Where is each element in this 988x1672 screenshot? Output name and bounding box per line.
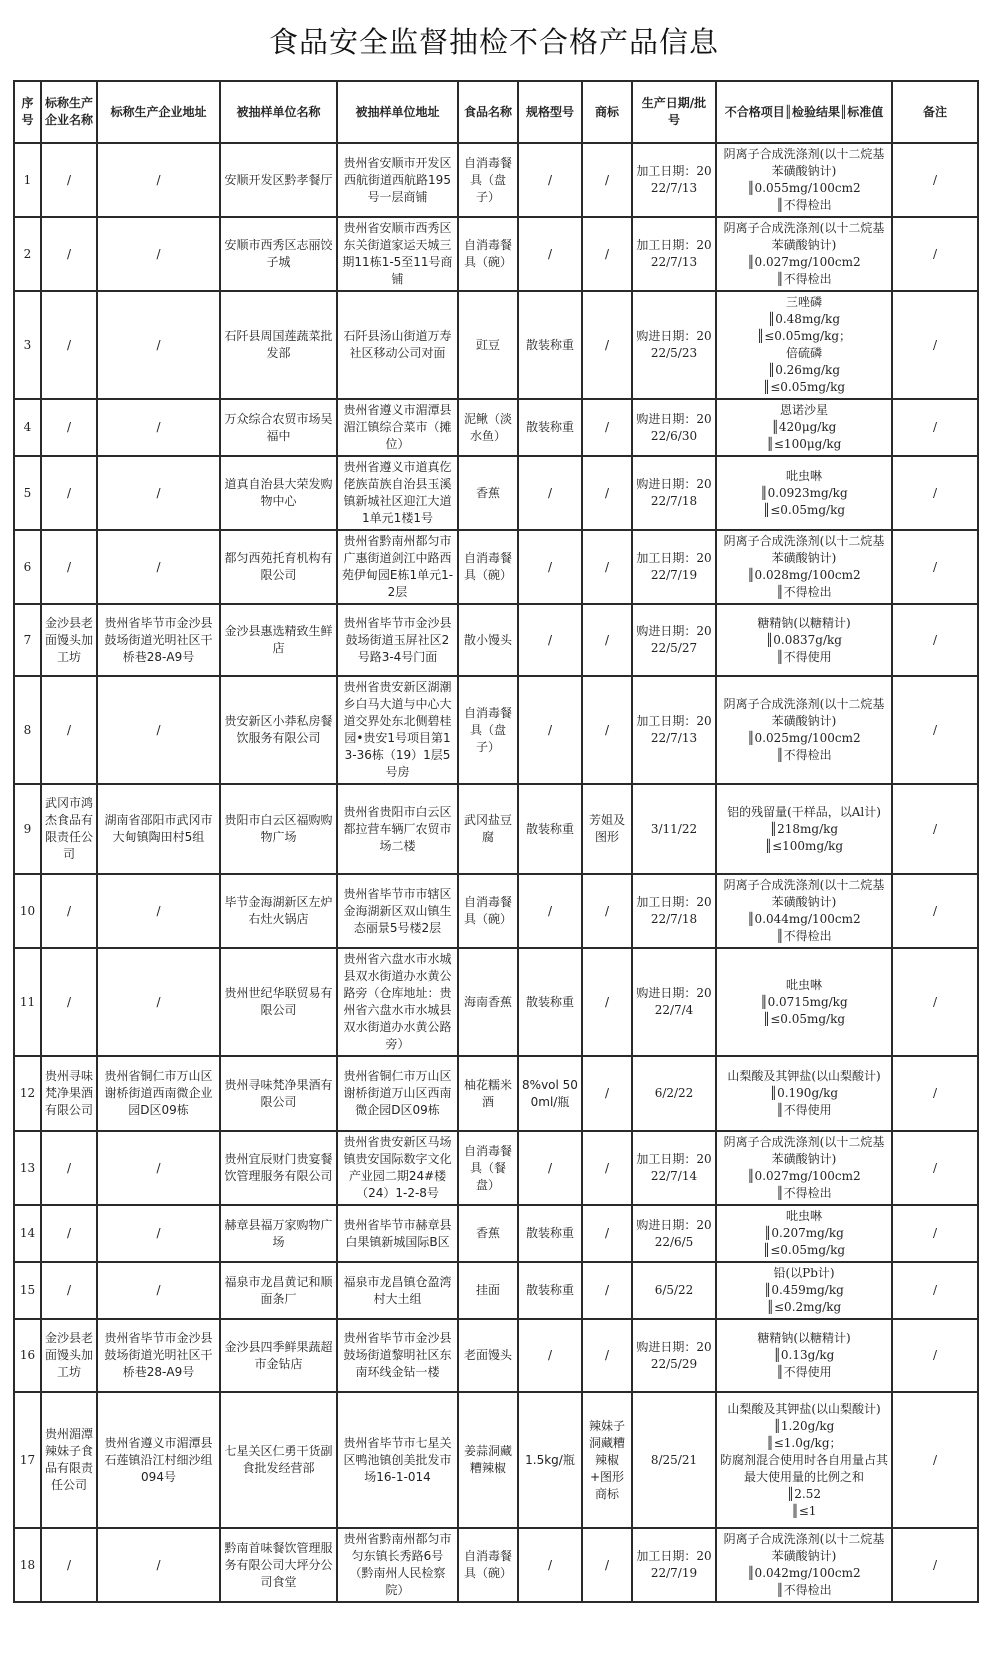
test-result: [716, 604, 892, 676]
table-row: [14, 399, 978, 456]
result-line: ║0.0923mg/kg: [760, 485, 848, 500]
manufacturer-name: 贵州寻味梵净果酒有限公司: [41, 1056, 97, 1131]
specification: 散装称重: [518, 948, 582, 1056]
manufacturer-address: /: [97, 676, 220, 784]
remark: /: [892, 1131, 978, 1205]
sampled-unit-address: 贵州省铜仁市万山区谢桥街道万山区西南微企园D区09栋: [337, 1056, 458, 1131]
table-row: [14, 1392, 978, 1528]
result-line: ║1.20g/kg: [773, 1418, 835, 1433]
result-line: ║不得使用: [776, 649, 832, 664]
result-line: 防腐剂混合使用时各自用量占其最大使用量的比例之和: [720, 1452, 889, 1484]
column-header: 序号: [14, 81, 41, 143]
manufacturer-name: 金沙县老面馒头加工坊: [41, 1319, 97, 1392]
manufacturer-address: /: [97, 874, 220, 948]
table-row: [14, 143, 978, 217]
sampled-unit-address: 贵州省黔南州都匀市匀东镇长秀路6号（黔南州人民检察院）: [337, 1528, 458, 1602]
remark: /: [892, 784, 978, 874]
sampled-unit-name: 石阡县周国莲蔬菜批发部: [220, 291, 337, 399]
sampled-unit-name: 贵阳市白云区福购购物广场: [220, 784, 337, 874]
food-name: 香蕉: [458, 1205, 518, 1262]
result-line: ║0.26mg/kg: [768, 363, 840, 377]
brand: /: [582, 399, 632, 456]
sampled-unit-address: 贵州省遵义市道真仡佬族苗族自治县玉溪镇新城社区迎江大道1单元1楼1号: [337, 456, 458, 530]
row-number: 9: [14, 784, 41, 874]
test-result: [716, 1319, 892, 1392]
brand: /: [582, 874, 632, 948]
column-header: 被抽样单位名称: [220, 81, 337, 143]
specification: /: [518, 1528, 582, 1602]
remark: /: [892, 1205, 978, 1262]
manufacturer-address: 贵州省毕节市金沙县鼓场街道光明社区干桥巷28-A9号: [97, 1319, 220, 1392]
production-date: 加工日期：2022/7/13: [632, 143, 716, 217]
manufacturer-address: /: [97, 143, 220, 217]
production-date: 加工日期：2022/7/13: [632, 676, 716, 784]
table-row: [14, 604, 978, 676]
production-date: 购进日期：2022/5/23: [632, 291, 716, 399]
sampled-unit-name: 七星关区仁勇干货副食批发经营部: [220, 1392, 337, 1528]
test-result: [716, 1205, 892, 1262]
manufacturer-name: /: [41, 217, 97, 291]
row-number: 10: [14, 874, 41, 948]
sampled-unit-address: 贵州省毕节市金沙县鼓场街道黎明社区东南环线金钻一楼: [337, 1319, 458, 1392]
manufacturer-name: /: [41, 1262, 97, 1319]
result-line: 铝的残留量(干样品，以Al计): [727, 804, 881, 819]
row-number: 6: [14, 530, 41, 604]
result-line: ║不得检出: [776, 1186, 832, 1200]
result-line: ║0.207mg/kg: [764, 1226, 844, 1240]
result-line: 糖精钠(以糖精计): [757, 1331, 851, 1345]
remark: /: [892, 1262, 978, 1319]
production-date: 加工日期：2022/7/19: [632, 530, 716, 604]
food-name: 自消毒餐具（盘子）: [458, 676, 518, 784]
brand: 辣妹子洞藏糟辣椒+图形商标: [582, 1392, 632, 1528]
manufacturer-name: /: [41, 874, 97, 948]
brand: /: [582, 604, 632, 676]
column-header: 被抽样单位地址: [337, 81, 458, 143]
column-header: 不合格项目║检验结果║标准值: [716, 81, 892, 143]
specification: /: [518, 874, 582, 948]
sampled-unit-name: 贵州宜辰财门贵宴餐饮管理服务有限公司: [220, 1131, 337, 1205]
remark: /: [892, 1056, 978, 1131]
brand: /: [582, 1528, 632, 1602]
manufacturer-address: /: [97, 1131, 220, 1205]
unqualified-products-table: [13, 80, 979, 1603]
specification: /: [518, 456, 582, 530]
result-line: 吡虫啉: [785, 977, 822, 992]
row-number: 8: [14, 676, 41, 784]
table-row: [14, 530, 978, 604]
page-title: 食品安全监督抽检不合格产品信息: [268, 24, 719, 59]
sampled-unit-name: 赫章县福万家购物广场: [220, 1205, 337, 1262]
specification: 散装称重: [518, 399, 582, 456]
column-header: 备注: [892, 81, 978, 143]
sampled-unit-address: 贵州省六盘水市水城县双水街道办水黄公路旁（仓库地址：贵州省六盘水市水城县双水街道办水黄公路旁）: [337, 948, 458, 1056]
test-result: [716, 530, 892, 604]
brand: 芳姐及图形: [582, 784, 632, 874]
result-line: ║0.025mg/100cm2: [747, 731, 861, 745]
remark: /: [892, 530, 978, 604]
table-row: [14, 1056, 978, 1131]
manufacturer-name: /: [41, 291, 97, 399]
brand: /: [582, 948, 632, 1056]
production-date: 加工日期：2022/7/19: [632, 1528, 716, 1602]
test-result: [716, 291, 892, 399]
specification: /: [518, 1319, 582, 1392]
result-line: 阴离子合成洗涤剂(以十二烷基苯磺酸钠计): [723, 534, 885, 565]
table-row: [14, 217, 978, 291]
result-line: 吡虫啉: [785, 1209, 822, 1223]
result-line: 阴离子合成洗涤剂(以十二烷基苯磺酸钠计): [723, 147, 885, 178]
manufacturer-address: /: [97, 217, 220, 291]
result-line: ║≤1.0g/kg；: [766, 1435, 842, 1450]
brand: /: [582, 291, 632, 399]
result-line: 吡虫啉: [785, 468, 822, 483]
row-number: 3: [14, 291, 41, 399]
manufacturer-address: /: [97, 530, 220, 604]
table-row: [14, 1205, 978, 1262]
row-number: 11: [14, 948, 41, 1056]
table-body: [14, 143, 978, 1602]
test-result: [716, 456, 892, 530]
manufacturer-address: /: [97, 456, 220, 530]
sampled-unit-name: 金沙县四季鲜果蔬超市金钻店: [220, 1319, 337, 1392]
column-header: 标称生产企业地址: [97, 81, 220, 143]
sampled-unit-name: 贵州世纪华联贸易有限公司: [220, 948, 337, 1056]
remark: /: [892, 1392, 978, 1528]
manufacturer-name: /: [41, 456, 97, 530]
result-line: ║0.027mg/100cm2: [747, 1169, 861, 1183]
test-result: [716, 399, 892, 456]
row-number: 12: [14, 1056, 41, 1131]
sampled-unit-address: 贵州省安顺市开发区西航街道西航路195号一层商铺: [337, 143, 458, 217]
brand: /: [582, 143, 632, 217]
result-line: ║不得检出: [776, 585, 832, 599]
test-result: [716, 874, 892, 948]
manufacturer-address: /: [97, 291, 220, 399]
result-line: ║420μg/kg: [771, 420, 837, 434]
result-line: 山梨酸及其钾盐(以山梨酸计): [727, 1401, 881, 1416]
manufacturer-name: /: [41, 1205, 97, 1262]
food-name: 柚花糯米酒: [458, 1056, 518, 1131]
table-row: [14, 1262, 978, 1319]
result-line: 阴离子合成洗涤剂(以十二烷基苯磺酸钠计): [723, 1135, 885, 1166]
test-result: [716, 1392, 892, 1528]
brand: /: [582, 1056, 632, 1131]
column-header: 生产日期/批号: [632, 81, 716, 143]
remark: /: [892, 399, 978, 456]
sampled-unit-address: 贵州省毕节市市辖区金海湖新区双山镇生态丽景5号楼2层: [337, 874, 458, 948]
result-line: 山梨酸及其钾盐(以山梨酸计): [727, 1069, 881, 1083]
food-name: 自消毒餐具（餐盘）: [458, 1131, 518, 1205]
row-number: 7: [14, 604, 41, 676]
food-name: 自消毒餐具（碗）: [458, 217, 518, 291]
food-name: 自消毒餐具（盘子）: [458, 143, 518, 217]
manufacturer-address: 贵州省毕节市金沙县鼓场街道光明社区干桥巷28-A9号: [97, 604, 220, 676]
result-line: ║不得检出: [776, 929, 832, 943]
food-name: 姜蒜洞藏糟辣椒: [458, 1392, 518, 1528]
test-result: [716, 217, 892, 291]
column-header: 标称生产企业名称: [41, 81, 97, 143]
food-name: 自消毒餐具（碗）: [458, 1528, 518, 1602]
sampled-unit-address: 石阡县汤山街道万寿社区移动公司对面: [337, 291, 458, 399]
result-line: ║≤1: [791, 1503, 817, 1518]
result-line: ║0.48mg/kg: [768, 312, 840, 326]
sampled-unit-address: 贵州省贵阳市白云区都拉营车辆厂农贸市场二楼: [337, 784, 458, 874]
sampled-unit-address: 贵州省毕节市金沙县鼓场街道玉屏社区2号路3-4号门面: [337, 604, 458, 676]
result-line: 倍硫磷: [785, 346, 822, 360]
result-line: ║0.042mg/100cm2: [747, 1566, 861, 1580]
remark: /: [892, 676, 978, 784]
specification: /: [518, 143, 582, 217]
manufacturer-name: /: [41, 1131, 97, 1205]
row-number: 17: [14, 1392, 41, 1528]
specification: /: [518, 217, 582, 291]
manufacturer-name: 武冈市鸿杰食品有限责任公司: [41, 784, 97, 874]
result-line: 阴离子合成洗涤剂(以十二烷基苯磺酸钠计): [723, 1532, 885, 1563]
column-header: 食品名称: [458, 81, 518, 143]
result-line: ║0.190g/kg: [769, 1086, 839, 1100]
specification: /: [518, 1131, 582, 1205]
sampled-unit-address: 贵州省安顺市西秀区东关街道家运天城三期11栋1-5至11号商铺: [337, 217, 458, 291]
manufacturer-address: 贵州省铜仁市万山区谢桥街道西南微企业园D区09栋: [97, 1056, 220, 1131]
result-line: ║0.0837g/kg: [766, 632, 842, 647]
food-name: 自消毒餐具（碗）: [458, 530, 518, 604]
row-number: 18: [14, 1528, 41, 1602]
specification: 散装称重: [518, 784, 582, 874]
brand: /: [582, 1262, 632, 1319]
table-row: [14, 1131, 978, 1205]
sampled-unit-name: 贵州寻味梵净果酒有限公司: [220, 1056, 337, 1131]
table-row: [14, 456, 978, 530]
sampled-unit-name: 金沙县惠选精致生鲜店: [220, 604, 337, 676]
remark: /: [892, 1528, 978, 1602]
manufacturer-name: 贵州湄潭辣妹子食品有限责任公司: [41, 1392, 97, 1528]
food-name: 挂面: [458, 1262, 518, 1319]
manufacturer-name: /: [41, 530, 97, 604]
remark: /: [892, 217, 978, 291]
sampled-unit-name: 安顺开发区黔孝餐厅: [220, 143, 337, 217]
result-line: ║≤0.05mg/kg；: [756, 329, 852, 343]
production-date: 购进日期：2022/6/5: [632, 1205, 716, 1262]
result-line: ║0.13g/kg: [773, 1348, 835, 1362]
specification: /: [518, 676, 582, 784]
specification: 散装称重: [518, 1262, 582, 1319]
result-line: ║≤0.2mg/kg: [766, 1300, 842, 1314]
production-date: 购进日期：2022/7/18: [632, 456, 716, 530]
remark: /: [892, 143, 978, 217]
result-line: ║≤0.05mg/kg: [762, 1011, 846, 1026]
result-line: ║不得使用: [776, 1365, 832, 1379]
table-row: [14, 784, 978, 874]
manufacturer-address: /: [97, 948, 220, 1056]
production-date: 6/5/22: [632, 1262, 716, 1319]
result-line: ║0.044mg/100cm2: [747, 912, 861, 926]
sampled-unit-name: 福泉市龙昌黄记和顺面条厂: [220, 1262, 337, 1319]
specification: 1.5kg/瓶: [518, 1392, 582, 1528]
food-name: 海南香蕉: [458, 948, 518, 1056]
result-line: ║0.027mg/100cm2: [747, 255, 861, 269]
sampled-unit-name: 毕节金海湖新区左炉右灶火锅店: [220, 874, 337, 948]
production-date: 加工日期：2022/7/14: [632, 1131, 716, 1205]
result-line: 阴离子合成洗涤剂(以十二烷基苯磺酸钠计): [723, 697, 885, 728]
table-row: [14, 948, 978, 1056]
food-name: 香蕉: [458, 456, 518, 530]
manufacturer-address: /: [97, 1205, 220, 1262]
test-result: [716, 948, 892, 1056]
table-row: [14, 874, 978, 948]
remark: /: [892, 604, 978, 676]
sampled-unit-address: 福泉市龙昌镇仓盈湾村大土组: [337, 1262, 458, 1319]
production-date: 6/2/22: [632, 1056, 716, 1131]
table-row: [14, 1528, 978, 1602]
result-line: 阴离子合成洗涤剂(以十二烷基苯磺酸钠计): [723, 878, 885, 909]
remark: /: [892, 291, 978, 399]
column-header: 规格型号: [518, 81, 582, 143]
sampled-unit-name: 贵安新区小莽私房餐饮服务有限公司: [220, 676, 337, 784]
manufacturer-address: /: [97, 399, 220, 456]
test-result: [716, 1528, 892, 1602]
remark: /: [892, 948, 978, 1056]
food-name: 泥鳅（淡水鱼）: [458, 399, 518, 456]
sampled-unit-name: 万众综合农贸市场吴福中: [220, 399, 337, 456]
result-line: ║0.0715mg/kg: [760, 994, 848, 1009]
row-number: 15: [14, 1262, 41, 1319]
header-row: [14, 81, 978, 143]
sampled-unit-address: 贵州省黔南州都匀市广惠街道剑江中路西苑伊甸园E栋1单元1-2层: [337, 530, 458, 604]
sampled-unit-address: 贵州省毕节市赫章县白果镇新城国际B区: [337, 1205, 458, 1262]
manufacturer-name: /: [41, 948, 97, 1056]
brand: /: [582, 676, 632, 784]
manufacturer-name: /: [41, 399, 97, 456]
sampled-unit-address: 贵州省贵安新区湖潮乡白马大道与中心大道交界处东北侧碧桂园•贵安1号项目第13-36栋（19）1层5号房: [337, 676, 458, 784]
result-line: ║2.52: [787, 1486, 821, 1501]
test-result: [716, 143, 892, 217]
sampled-unit-name: 道真自治县大荣发购物中心: [220, 456, 337, 530]
sampled-unit-name: 都匀西苑托育机构有限公司: [220, 530, 337, 604]
production-date: 3/11/22: [632, 784, 716, 874]
sampled-unit-name: 安顺市西秀区志丽饺子城: [220, 217, 337, 291]
manufacturer-name: /: [41, 676, 97, 784]
specification: 散装称重: [518, 291, 582, 399]
brand: /: [582, 1205, 632, 1262]
brand: /: [582, 217, 632, 291]
food-name: 武冈盐豆腐: [458, 784, 518, 874]
manufacturer-address: /: [97, 1262, 220, 1319]
manufacturer-name: /: [41, 1528, 97, 1602]
remark: /: [892, 874, 978, 948]
test-result: [716, 1262, 892, 1319]
result-line: ║≤100μg/kg: [766, 437, 842, 451]
result-line: ║≤100mg/kg: [764, 838, 844, 853]
result-line: ║218mg/kg: [769, 821, 839, 836]
production-date: 购进日期：2022/7/4: [632, 948, 716, 1056]
brand: /: [582, 1319, 632, 1392]
row-number: 5: [14, 456, 41, 530]
test-result: [716, 1131, 892, 1205]
row-number: 16: [14, 1319, 41, 1392]
manufacturer-address: /: [97, 1528, 220, 1602]
test-result: [716, 1056, 892, 1131]
result-line: ║0.055mg/100cm2: [747, 181, 861, 195]
test-result: [716, 676, 892, 784]
production-date: 加工日期：2022/7/18: [632, 874, 716, 948]
food-name: 散小馒头: [458, 604, 518, 676]
food-name: 老面馒头: [458, 1319, 518, 1392]
result-line: 三唑磷: [785, 295, 822, 309]
manufacturer-address: 湖南省邵阳市武冈市大甸镇陶田村5组: [97, 784, 220, 874]
result-line: 糖精钠(以糖精计): [757, 615, 851, 630]
result-line: 恩诺沙星: [779, 403, 828, 417]
result-line: ║0.459mg/kg: [764, 1283, 844, 1297]
table-row: [14, 291, 978, 399]
row-number: 1: [14, 143, 41, 217]
food-name: 豇豆: [458, 291, 518, 399]
remark: /: [892, 1319, 978, 1392]
result-line: ║不得使用: [776, 1103, 832, 1117]
manufacturer-address: 贵州省遵义市湄潭县石莲镇沿江村细沙组094号: [97, 1392, 220, 1528]
result-line: ║≤0.05mg/kg: [762, 380, 846, 394]
row-number: 2: [14, 217, 41, 291]
production-date: 购进日期：2022/5/27: [632, 604, 716, 676]
specification: 8%vol 500ml/瓶: [518, 1056, 582, 1131]
specification: /: [518, 604, 582, 676]
result-line: ║不得检出: [776, 748, 832, 762]
specification: /: [518, 530, 582, 604]
row-number: 13: [14, 1131, 41, 1205]
result-line: 铅(以Pb计): [773, 1266, 835, 1280]
table-row: [14, 676, 978, 784]
result-line: ║≤0.05mg/kg: [762, 1243, 846, 1257]
food-name: 自消毒餐具（碗）: [458, 874, 518, 948]
table-row: [14, 1319, 978, 1392]
production-date: 8/25/21: [632, 1392, 716, 1528]
brand: /: [582, 456, 632, 530]
production-date: 购进日期：2022/6/30: [632, 399, 716, 456]
result-line: ║不得检出: [776, 272, 832, 286]
column-header: 商标: [582, 81, 632, 143]
production-date: 加工日期：2022/7/13: [632, 217, 716, 291]
remark: /: [892, 456, 978, 530]
manufacturer-name: /: [41, 143, 97, 217]
result-line: ║不得检出: [776, 198, 832, 212]
brand: /: [582, 530, 632, 604]
brand: /: [582, 1131, 632, 1205]
result-line: ║0.028mg/100cm2: [747, 568, 861, 582]
sampled-unit-address: 贵州省毕节市七星关区鸭池镇创美批发市场16-1-014: [337, 1392, 458, 1528]
row-number: 4: [14, 399, 41, 456]
manufacturer-name: 金沙县老面馒头加工坊: [41, 604, 97, 676]
row-number: 14: [14, 1205, 41, 1262]
result-line: ║≤0.05mg/kg: [762, 502, 846, 517]
result-line: ║不得检出: [776, 1583, 832, 1597]
sampled-unit-address: 贵州省遵义市湄潭县湄江镇综合菜市（摊位）: [337, 399, 458, 456]
result-line: 阴离子合成洗涤剂(以十二烷基苯磺酸钠计): [723, 221, 885, 252]
specification: 散装称重: [518, 1205, 582, 1262]
sampled-unit-address: 贵州省贵安新区马场镇贵安国际数字文化产业园二期24#楼（24）1-2-8号: [337, 1131, 458, 1205]
sampled-unit-name: 黔南首味餐饮管理服务有限公司大坪分公司食堂: [220, 1528, 337, 1602]
test-result: [716, 784, 892, 874]
production-date: 购进日期：2022/5/29: [632, 1319, 716, 1392]
